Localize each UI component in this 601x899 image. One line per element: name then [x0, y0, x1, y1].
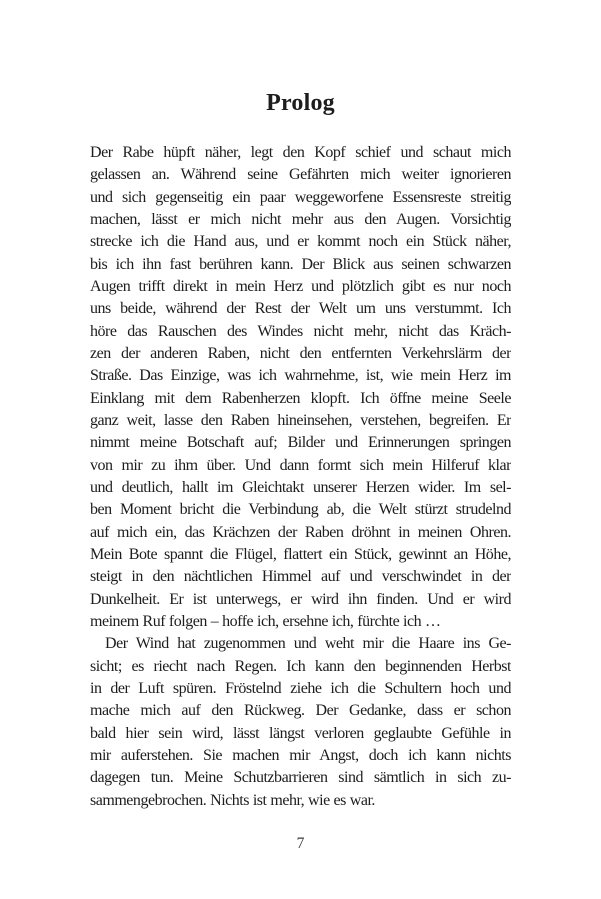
- text-line: sammengebrochen. Nichts ist mehr, wie es war.: [90, 791, 375, 809]
- paragraph-1: [90, 142, 511, 633]
- text-line: Mein Bote spannt die Flügel, flattert ein Stück, gewinnt an Höhe,: [90, 545, 511, 563]
- text-line: steigt in den nächtlichen Himmel auf und verschwindet in der: [90, 568, 511, 586]
- text-line: Der Rabe hüpft näher, legt den Kopf schief und schaut mich: [90, 144, 511, 161]
- text-line: machen, lässt er mich nicht mehr aus den Augen. Vorsichtig: [90, 210, 511, 228]
- text-line: sicht; es riecht nach Regen. Ich kann den beginnenden Herbst: [90, 657, 511, 675]
- text-line: bis ich ihn fast berühren kann. Der Blick aus seinen schwarzen: [90, 255, 511, 273]
- text-line: höre das Rauschen des Windes nicht mehr, nicht das Kräch-: [90, 322, 511, 340]
- text-line: nimmt meine Botschaft auf; Bilder und Erinnerungen springen: [90, 434, 511, 452]
- text-line: Einklang mit dem Rabenherzen klopft. Ich öffne meine Seele: [90, 389, 511, 407]
- text-line: mir auferstehen. Sie machen mir Angst, doch ich kann nichts: [90, 746, 511, 764]
- text-line: ben Moment bricht die Verbindung ab, die Welt stürzt strudelnd: [90, 501, 511, 519]
- text-line: in der Luft spüren. Fröstelnd ziehe ich die Schultern hoch und: [90, 679, 511, 697]
- text-line: dagegen tun. Meine Schutzbarrieren sind sämtlich in sich zu-: [90, 769, 511, 787]
- text-line: Der Wind hat zugenommen und weht mir die Haare ins Ge-: [105, 635, 511, 653]
- text-block: [90, 142, 511, 812]
- text-line: Dunkelheit. Er ist unterwegs, er wird ihn finden. Und er wird: [90, 590, 511, 608]
- text-line: uns beide, während der Rest der Welt um uns verstummt. Ich: [90, 300, 511, 318]
- text-line: gelassen an. Während seine Gefährten mich weiter ignorieren: [90, 166, 511, 184]
- text-line: auf mich ein, das Krächzen der Raben dröhnt in meinen Ohren.: [90, 523, 511, 541]
- text-line: strecke ich die Hand aus, und er kommt noch ein Stück näher,: [90, 233, 511, 251]
- page-number: 7: [296, 835, 305, 852]
- text-line: Straße. Das Einzige, was ich wahrnehme, ist, wie mein Herz im: [90, 367, 511, 385]
- text-line: und deutlich, hallt im Gleichtakt unserer Herzen wider. Im sel-: [90, 478, 511, 496]
- text-line: mache mich auf den Rückweg. Der Gedanke, dass er schon: [90, 702, 511, 720]
- paragraph-2: [90, 633, 511, 812]
- chapter-title: Prolog: [266, 90, 335, 116]
- text-line: bald hier sein wird, lässt längst verloren geglaubte Gefühle in: [90, 724, 511, 742]
- text-line: ganz weit, lasse den Raben hineinsehen, verstehen, begreifen. Er: [90, 411, 511, 429]
- text-line: zen der anderen Raben, nicht den entfernten Verkehrslärm der: [90, 344, 511, 362]
- text-line: meinem Ruf folgen – hoffe ich, ersehne ich, fürchte ich …: [90, 612, 441, 630]
- text-line: Augen trifft direkt in mein Herz und plötzlich gibt es nur noch: [90, 277, 511, 295]
- text-line: von mir zu ihm über. Und dann formt sich mein Hilferuf klar: [90, 456, 511, 474]
- text-line: und sich gegenseitig ein paar weggeworfene Essensreste streitig: [90, 188, 511, 206]
